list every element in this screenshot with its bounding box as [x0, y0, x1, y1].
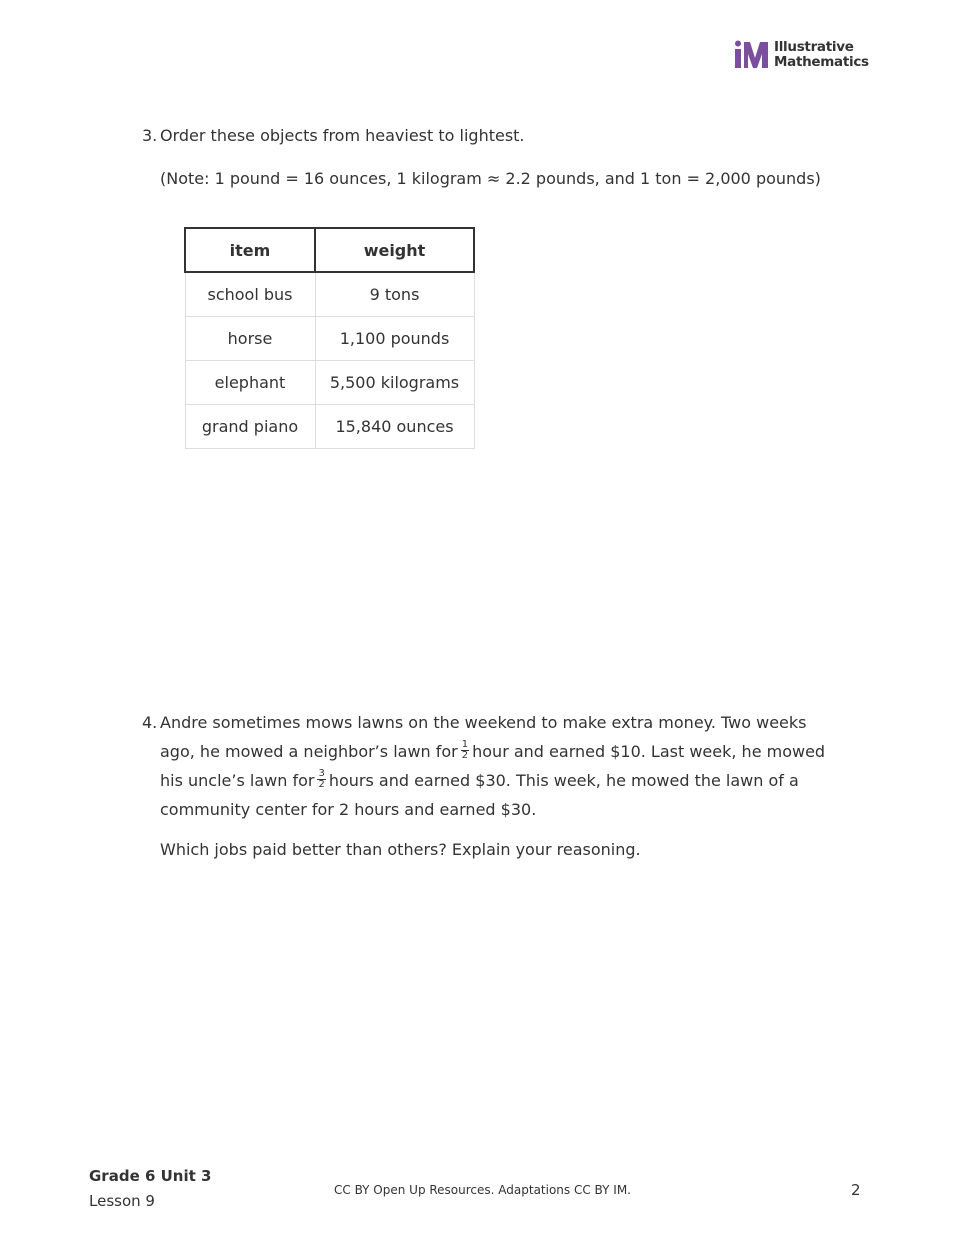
footer-lesson: Lesson 9 [89, 1192, 155, 1210]
body-line-1: Andre sometimes mows lawns on the weekend to make extra money. Two weeks [160, 713, 807, 732]
footer-course: Grade 6 Unit 3 [89, 1167, 212, 1185]
fraction-denominator: 2 [318, 779, 325, 790]
body-line-3 [160, 766, 832, 795]
cell-weight: 15,840 ounces [315, 405, 474, 449]
table-header-row [185, 228, 474, 272]
conversion-note: (Note: 1 pound = 16 ounces, 1 kilogram ≈ 2.2 pounds, and 1 ton = 2,000 pounds) [160, 169, 821, 188]
im-logo [734, 39, 869, 72]
cell-weight: 5,500 kilograms [315, 361, 474, 405]
text-segment: his uncle’s lawn for [160, 771, 315, 790]
header-weight: weight [315, 228, 474, 272]
cell-item: horse [185, 317, 315, 361]
fraction-three-halves [317, 769, 325, 790]
body-line-2 [160, 737, 832, 766]
body-line-4: community center for 2 hours and earned $30. [160, 800, 537, 819]
im-logo-mark-icon [734, 40, 770, 70]
table-row [185, 272, 474, 317]
text-segment: ago, he mowed a neighbor’s lawn for [160, 742, 458, 761]
text-segment: hour and earned $10. Last week, he mowed [472, 742, 826, 761]
question-ask: Which jobs paid better than others? Explain your reasoning. [160, 840, 641, 859]
logo-line-2: Mathematics [774, 54, 869, 70]
table-row [185, 361, 474, 405]
footer-license: CC BY Open Up Resources. Adaptations CC BY IM. [334, 1183, 631, 1197]
cell-item: grand piano [185, 405, 315, 449]
table-row [185, 405, 474, 449]
question-number: 4. [142, 713, 158, 732]
cell-item: elephant [185, 361, 315, 405]
page-number: 2 [851, 1181, 861, 1199]
header-item: item [185, 228, 315, 272]
logo-line-1: Illustrative [774, 39, 854, 55]
text-segment: hours and earned $30. This week, he mowed the lawn of a [328, 771, 799, 790]
fraction-numerator: 1 [461, 739, 469, 750]
cell-item: school bus [185, 272, 315, 317]
fraction-one-half [461, 740, 469, 761]
fraction-denominator: 2 [461, 750, 469, 761]
cell-weight: 1,100 pounds [315, 317, 474, 361]
weights-table [184, 227, 475, 449]
fraction-numerator: 3 [318, 768, 325, 779]
question-prompt: Order these objects from heaviest to lightest. [160, 126, 525, 145]
logo-wordmark [774, 40, 869, 70]
table-row [185, 317, 474, 361]
cell-weight: 9 tons [315, 272, 474, 317]
question-body [160, 708, 832, 824]
question-number: 3. [142, 126, 158, 145]
